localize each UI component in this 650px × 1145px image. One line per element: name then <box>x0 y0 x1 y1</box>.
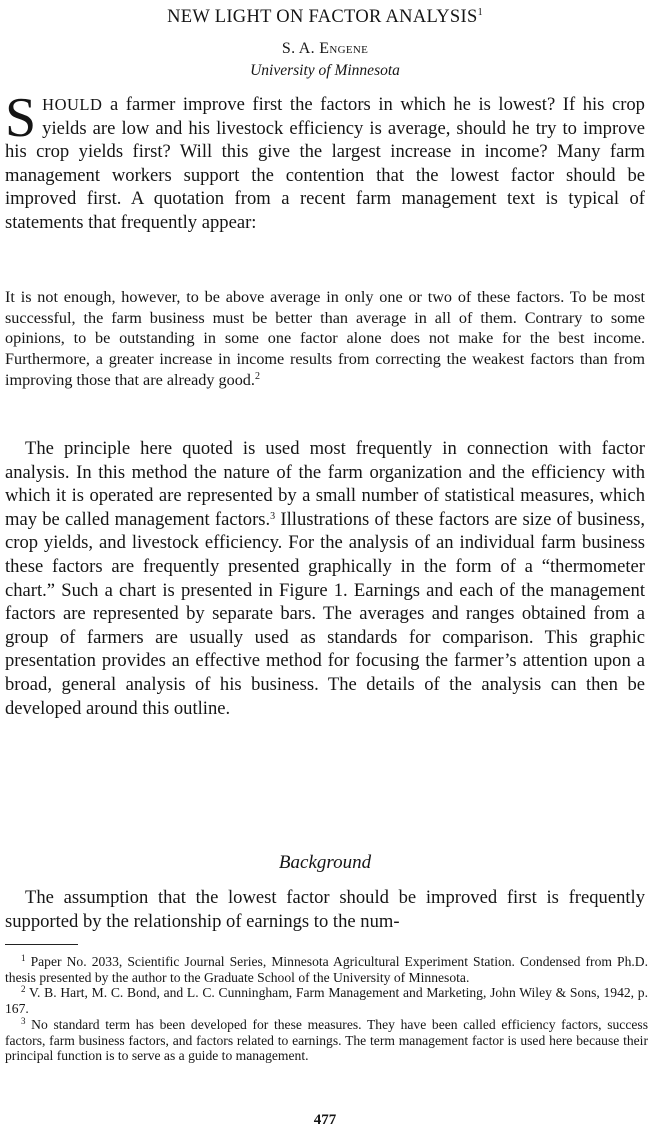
background-paragraph: The assumption that the lowest factor should be improved first is frequently supported by the relationship of earnings to the num- <box>5 887 645 932</box>
drop-cap-lead-word: HOULD <box>42 95 103 114</box>
footnote-3 <box>5 1017 648 1064</box>
footnote-mark: 3 <box>21 1015 26 1026</box>
author-name: S. A. Engene <box>281 40 369 57</box>
factor-analysis-paragraph <box>5 437 645 720</box>
footnote-mark: 2 <box>21 984 26 995</box>
footnote-2 <box>5 985 648 1016</box>
author-affiliation: University of Minnesota <box>250 62 400 79</box>
block-quotation <box>5 287 645 391</box>
page-number: 477 <box>313 1112 337 1128</box>
footnote-text: V. B. Hart, M. C. Bond, and L. C. Cunningham, Farm Management and Marketing, John Wiley & Sons, 1942, p. 167. <box>5 985 648 1017</box>
management-factors-footnote-marker[interactable]: 3 <box>270 510 276 522</box>
title-footnote-marker[interactable]: 1 <box>477 7 483 18</box>
footnote-divider <box>5 944 78 945</box>
footnote-mark: 1 <box>21 953 26 963</box>
quote-footnote-marker[interactable]: 2 <box>254 370 260 382</box>
drop-cap-initial: S <box>5 87 37 149</box>
block-quotation-text: It is not enough, however, to be above average in only one or two of these factors. To be most successful, the farm business must be better than average in all of them. Contrary to some opinions, to be outstanding in some one factor alone does not make for the best income. Furthermore, a greater increase in income results from correcting the weakest factors than from improving those that are already good. <box>5 288 645 389</box>
footnote-text: Paper No. 2033, Scientific Journal Series, Minnesota Agricultural Experiment Station. Condensed from Ph.D. thesis presented by the author to the Graduate School of the University of Minnesota. <box>5 954 648 985</box>
factor-analysis-text-part1: The principle here quoted is used most frequently in connection with factor analysis. In this method the nature of the farm organization and the efficiency with which it is operated are represented by a small number of statistical measures, which may be called management factors. <box>5 438 645 530</box>
footnote-text: No standard term has been developed for these measures. They have been called efficiency factors, success factors, farm business factors, and factors related to earnings. The term management factor is used here because their principal function is to serve as a guide to management. <box>5 1016 648 1064</box>
article-title <box>0 1 650 29</box>
intro-paragraph-text: a farmer improve first the factors in which he is lowest? If his crop yields are low and his livestock efficiency is average, should he try to improve his crop yields first? Will this give the largest increase in income? Many farm management workers support the contention that the lowest factor should be improved first. A quotation from a recent farm management text is typical of statements that frequently appear: <box>5 94 645 233</box>
section-heading-background: Background <box>278 852 372 873</box>
footnote-1 <box>5 954 648 985</box>
factor-analysis-text-part2: Illustrations of these factors are size of business, crop yields, and livestock efficiency. For the analysis of an individual farm business these factors are frequently presented graphically in the form of a “thermometer chart.” Such a chart is presented in Figure 1. Earnings and each of the management factors are represented by separate bars. The averages and ranges obtained from a group of farmers are usually used as standards for comparison. This graphic presentation provides an effective method for focusing the farmer’s attention upon a broad, general analysis of his business. The details of the analysis can then be developed around this outline. <box>5 508 645 719</box>
footnotes-section <box>5 954 648 1064</box>
article-title-text: NEW LIGHT ON FACTOR ANALYSIS <box>167 7 478 27</box>
intro-paragraph <box>5 87 645 235</box>
